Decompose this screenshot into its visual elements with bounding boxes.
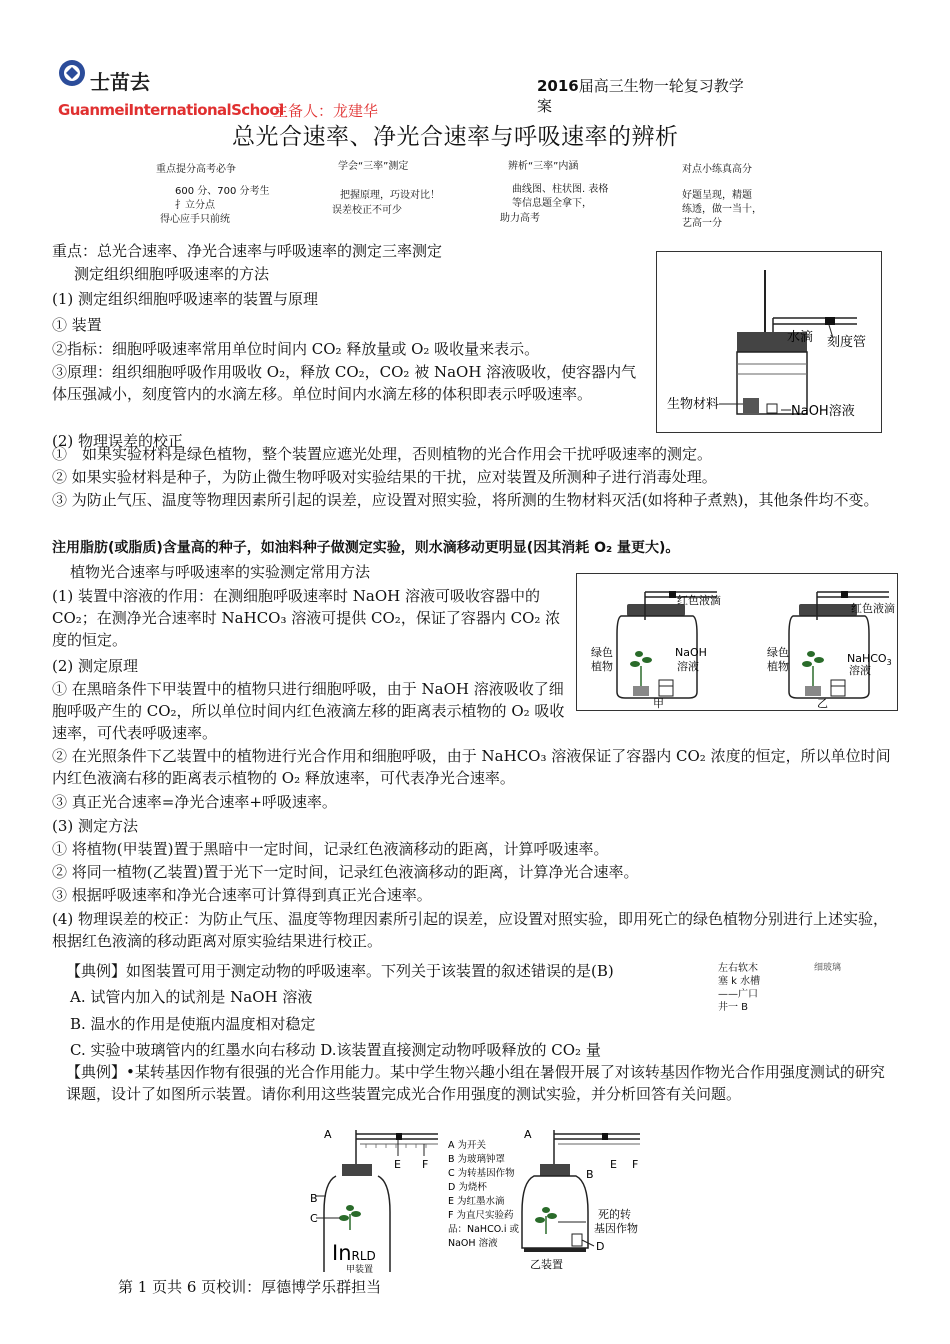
example1-option-a: A. 试管内加入的试剂是 NaOH 溶液 (70, 988, 313, 1006)
fig-jia-label: 甲 (653, 697, 664, 710)
fig-yi-D: D (596, 1240, 605, 1253)
fig-bio-material-label: 生物材料 (667, 397, 720, 412)
fig-ex1-label-3: ——广口 (718, 989, 758, 1000)
banner-col3-line3: 助力高考 (500, 213, 540, 224)
section2-p2: (2) 测定原理 (52, 657, 139, 675)
fig-green-yi-2: 植物 (767, 660, 789, 673)
photosynthesis-apparatus-figure (576, 573, 898, 711)
banner-col3-line2: 等信息题全拿下， (512, 198, 592, 209)
section2-p7: ① 将植物(甲装置)置于黑暗中一定时间，记录红色液滴移动的距离，计算呼吸速率。 (52, 840, 609, 858)
section1-item3: ③原理：组织细胞呼吸作用吸收 O₂，释放 CO₂，CO₂ 被 NaOH 溶液吸收，使容器内气体压强减小，刻度管内的水滴左移。单位时间内水滴左移的体积即表示呼吸速率。 (52, 363, 637, 403)
legend-line-1: A 为开关 (448, 1140, 487, 1151)
fig-naoh-1: NaOH (675, 646, 707, 659)
example1-option-c: C. 实验中玻璃管内的红墨水向右移动 D.该装置直接测定动物呼吸释放的 CO₂ 量 (70, 1041, 601, 1059)
legend-line-8: NaOH 溶液 (448, 1238, 498, 1249)
course-year: 2016 (537, 77, 579, 95)
legend-line-3: C 为转基因作物 (448, 1168, 515, 1179)
school-name: GuanmeiInternationalSchool (58, 101, 284, 119)
fig-yi-F: F (632, 1158, 639, 1171)
course-name-end: 案 (537, 97, 553, 115)
fig-dead-plant-1: 死的转 (598, 1208, 631, 1221)
example2-stem: 【典例】•某转基因作物有很强的光合作用能力。某中学生物兴趣小组在暑假开展了对该转基因作物光合作用强度测试的研究课题，设计了如图所示装置。请你利用这些装置完成光合作用强度的测试实验，并分析回答有关问题。 (66, 1063, 885, 1103)
legend-line-6: F 为直尺实验药 (448, 1210, 514, 1221)
banner-col4-title: 对点小练真高分 (682, 164, 752, 175)
section2-p10: (4) 物理误差的校正：为防止气压、温度等物理因素所引起的误差，应设置对照实验，即用死亡的绿色植物分别进行上述实验，根据红色液滴的移动距离对原实验结果进行校正。 (52, 910, 889, 950)
section1-heading: 测定组织细胞呼吸速率的方法 (74, 265, 270, 283)
fig-scale-tube-label: 刻度管 (827, 335, 867, 350)
page-title: 总光合速率、净光合速率与呼吸速率的辨析 (232, 124, 679, 150)
banner (150, 157, 830, 229)
fig-yi-B: B (586, 1168, 594, 1181)
fig-red-drop-yi: 红色液滴 (851, 602, 895, 615)
example1-option-b: B. 温水的作用是使瓶内温度相对稳定 (70, 1015, 316, 1033)
fig-jia-device-label: 甲装置 (346, 1265, 374, 1275)
banner-col2-line2: 误差校正不可少 (332, 205, 402, 216)
fig-jia-C: C (310, 1212, 318, 1225)
page-footer: 第 1 页共 6 页校训：厚德博学乐群担当 (118, 1278, 382, 1296)
fig-ex1-label-4: 井一 B (718, 1002, 749, 1013)
banner-col2-line1: 把握原理，巧设对比！ (340, 190, 440, 201)
fig-red-drop-jia: 红色液滴 (677, 594, 721, 607)
banner-col4-line2: 练透，做一当十， (682, 204, 762, 215)
school-logo (57, 58, 87, 88)
banner-col1-line1: 600 分、700 分考生 (175, 186, 270, 197)
fig-naoh-label: NaOH溶液 (791, 404, 855, 419)
section2-heading: 植物光合速率与呼吸速率的实验测定常用方法 (70, 563, 371, 581)
fig-green-jia-2: 植物 (591, 660, 613, 673)
banner-col2-title: 学会“三率”测定 (338, 161, 409, 172)
course-info (537, 76, 777, 116)
fig-green-jia-1: 绿色 (591, 646, 613, 659)
fig-naoh-2: 溶液 (677, 660, 699, 673)
focus-line: 重点：总光合速率、净光合速率与呼吸速率的测定三率测定 (52, 242, 443, 260)
banner-col1-line3: 得心应手只前统 (160, 214, 230, 225)
fig-ex1-label-1: 左右软木 (718, 963, 758, 974)
banner-col4-line1: 好题呈现，精题 (682, 190, 752, 201)
section2-p4: ② 在光照条件下乙装置中的植物进行光合作用和细胞呼吸，由于 NaHCO₃ 溶液保证了容器内 CO₂ 浓度的恒定，所以单位时间内红色液滴右移的距离表示植物的 O₂ 释放速率，可代表净光合速率。 (52, 747, 891, 787)
fig-jia-B: B (310, 1192, 318, 1205)
legend-line-5: E 为红墨水滴 (448, 1196, 505, 1207)
fig-yi-A: A (524, 1128, 532, 1141)
banner-col1-line2: 扌立分点 (175, 200, 215, 211)
fig-ex1-label-2: 塞 k 水槽 (718, 976, 761, 987)
respiration-apparatus-figure (656, 251, 882, 433)
section1-item2: ②指标：细胞呼吸速率常用单位时间内 CO₂ 释放量或 O₂ 吸收量来表示。 (52, 340, 540, 358)
fig-jia-F: F (422, 1158, 429, 1171)
fig-yi-label: 乙 (817, 697, 828, 710)
note-bold: 注用脂肪(或脂质)含量高的种子，如油料种子做测定实验，则水滴移动更明显(因其消耗 O₂ 量更大)。 (52, 540, 680, 556)
note-1: ① 如果实验材料是绿色植物，整个装置应遮光处理，否则植物的光合作用会干扰呼吸速率的测定。 (52, 445, 713, 463)
legend-line-2: B 为玻璃钟罩 (448, 1154, 506, 1165)
fig-green-yi-1: 绿色 (767, 646, 789, 659)
banner-col1-title: 重点提分高考必争 (156, 164, 236, 175)
course-name: 届高三生物一轮复习教学 (578, 77, 744, 95)
section2-p6: (3) 测定方法 (52, 817, 139, 835)
note-3: ③ 为防止气压、温度等物理因素所引起的误差，应设置对照实验，将所测的生物材料灭活(如将种子煮熟)，其他条件均不变。 (52, 491, 879, 509)
fig-ex1-label-5: 细玻璃 (814, 963, 842, 973)
section1-sub2: (2) 物理误差的校正 (52, 432, 184, 450)
fig-water-drop-label: 水滴 (787, 330, 814, 345)
preparer: 主备人：龙建华 (273, 102, 379, 120)
section1-item1: ① 装置 (52, 316, 102, 334)
section2-p8: ② 将同一植物(乙装置)置于光下一定时间，记录红色液滴移动的距离，计算净光合速率。 (52, 863, 639, 881)
section2-p1: (1) 装置中溶液的作用：在测细胞呼吸速率时 NaOH 溶液可吸收容器中的 CO₂；在测净光合速率时 NaHCO₃ 溶液可提供 CO₂，保证了容器内 CO₂ 浓度的恒定。 (52, 587, 561, 649)
banner-col4-line3: 艺高一分 (682, 218, 722, 229)
transgenic-apparatus-figure (310, 1122, 650, 1275)
section2-p3: ① 在黑暗条件下甲装置中的植物只进行细胞呼吸，由于 NaOH 溶液吸收了细胞呼吸产生的 CO₂，所以单位时间内红色液滴左移的距离表示植物的 O₂ 吸收速率，可代表呼吸速率。 (52, 680, 565, 742)
example1-stem: 【典例】如图装置可用于测定动物的呼吸速率。下列关于该装置的叙述错误的是(B) (66, 962, 614, 980)
section2-p9: ③ 根据呼吸速率和净光合速率可计算得到真正光合速率。 (52, 886, 432, 904)
section2-p5: ③ 真正光合速率=净光合速率+呼吸速率。 (52, 793, 337, 811)
legend-line-4: D 为烧杯 (448, 1182, 487, 1193)
section1-sub1: (1) 测定组织细胞呼吸速率的装置与原理 (52, 290, 319, 308)
fig-nahco-2: 溶液 (849, 664, 871, 677)
banner-col3-line1: 曲线图、柱状图. 表格 (512, 184, 609, 195)
fig-dead-plant-2: 基因作物 (594, 1222, 638, 1235)
banner-col3-title: 辨析“三率”内涵 (508, 161, 579, 172)
fig-jia-E: E (394, 1158, 401, 1171)
fig-nahco-1: NaHCO$_3$ (847, 652, 892, 667)
note-2: ② 如果实验材料是种子，为防止微生物呼吸对实验结果的干扰，应对装置及所测种子进行消毒处理。 (52, 468, 717, 486)
fig-yi-device-label: 乙装置 (530, 1258, 563, 1271)
fig-yi-E: E (610, 1158, 617, 1171)
logo-text: 士苗去 (90, 70, 150, 94)
legend-line-7: 品：NaHCO.i 或 (448, 1224, 519, 1235)
fig-jia-A: A (324, 1128, 332, 1141)
fig-inrld: InRLD (332, 1241, 376, 1265)
